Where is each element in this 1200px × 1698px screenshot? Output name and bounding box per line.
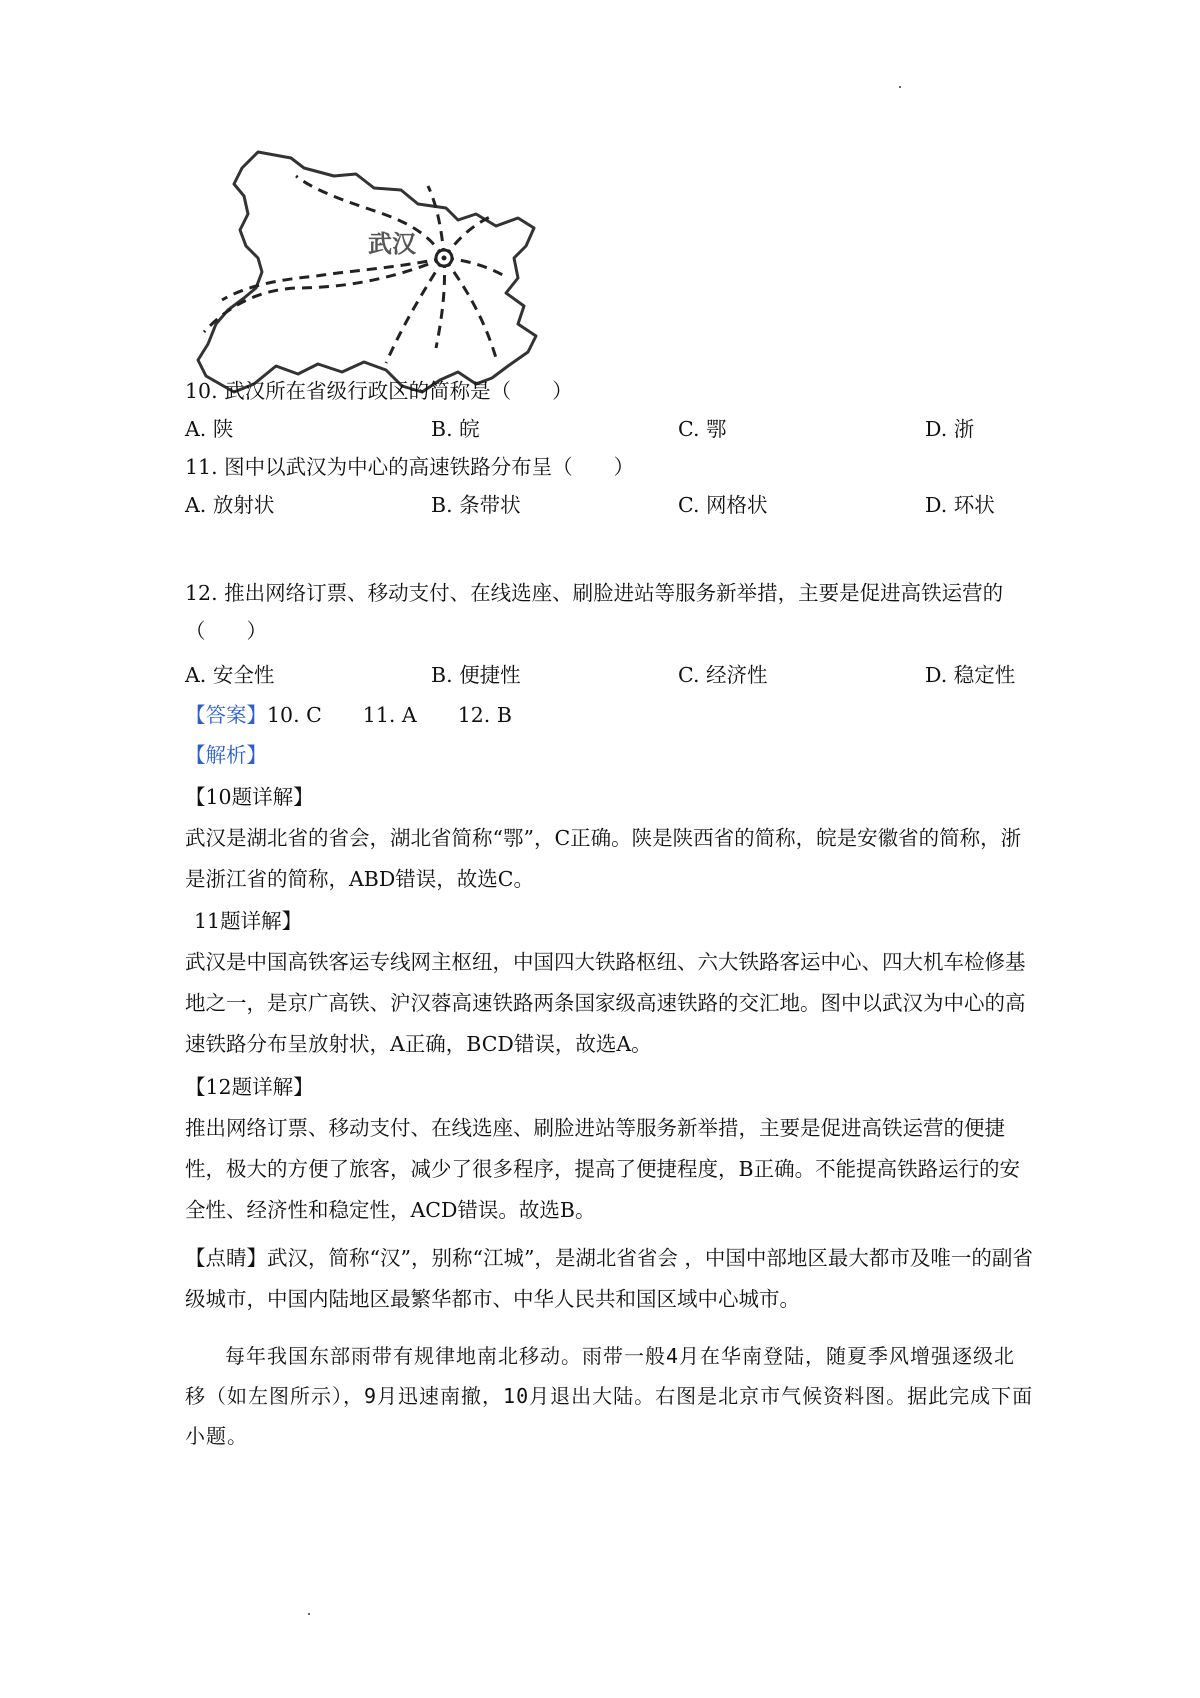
q10-option-a: A. 陕 xyxy=(185,417,234,441)
q11-option-c: C. 网格状 xyxy=(678,493,768,517)
answer-text: 10. C 11. A 12. B xyxy=(267,703,512,727)
detail-12-text: 推出网络订票、移动支付、在线选座、刷脸进站等服务新举措，主要是促进高铁运营的便捷性，极大的方便了旅客，减少了很多程序，提高了便捷程度，B正确。不能提高铁路运行的安全性、经济性和稳定性，ACD错误。故选B。 xyxy=(185,1116,1021,1222)
detail-11-text: 武汉是中国高铁客运专线网主枢纽，中国四大铁路枢纽、六大铁路客运中心、四大机车检修基地之一，是京广高铁、沪汉蓉高速铁路两条国家级高速铁路的交汇地。图中以武汉为中心的高速铁路分布呈放射状，A正确，BCD错误，故选A。 xyxy=(185,950,1026,1056)
railway-southeast xyxy=(444,258,496,358)
wuhan-label: 武汉 xyxy=(368,230,416,258)
answer-line xyxy=(185,700,512,730)
railway-northeast xyxy=(444,216,492,258)
scan-speck xyxy=(899,86,901,88)
railway-south xyxy=(436,258,445,348)
detail-11-heading: 11题详解】 xyxy=(194,909,303,933)
tip-label: 【点睛】 xyxy=(185,1246,267,1270)
q12-option-c: C. 经济性 xyxy=(678,663,768,687)
answer-label: 【答案】 xyxy=(185,703,267,727)
q11-option-a: A. 放射状 xyxy=(185,493,275,517)
tip-paragraph xyxy=(185,1238,1035,1320)
question-11: 11. 图中以武汉为中心的高速铁路分布呈（ ） xyxy=(185,455,635,479)
q12-option-b: B. 便捷性 xyxy=(431,663,521,687)
railway-east xyxy=(444,258,508,278)
analysis-label: 【解析】 xyxy=(185,743,267,767)
question-12: 12. 推出网络订票、移动支付、在线选座、刷脸进站等服务新举措，主要是促进高铁运营的 xyxy=(185,581,1004,605)
q10-option-c: C. 鄂 xyxy=(678,417,727,441)
question-12-cont: （ ） xyxy=(185,619,267,643)
q12-option-a: A. 安全性 xyxy=(185,663,275,687)
detail-10-heading: 【10题详解】 xyxy=(185,785,314,809)
q12-option-d: D. 稳定性 xyxy=(925,663,1016,687)
tip-text: 武汉，简称“汉”，别称“江城”，是湖北省省会 ，中国中部地区最大都市及唯一的副省级城市，中国内陆地区最繁华都市、中华人民共和国区域中心城市。 xyxy=(185,1246,1033,1311)
q11-option-d: D. 环状 xyxy=(925,493,995,517)
province-outline xyxy=(198,152,536,392)
q10-option-d: D. 浙 xyxy=(925,417,975,441)
q10-option-b: B. 皖 xyxy=(431,417,480,441)
railway-west xyxy=(222,258,444,300)
question-10: 10. 武汉所在省级行政区的简称是（ ） xyxy=(185,379,573,403)
detail-10-text: 武汉是湖北省的省会，湖北省简称“鄂”，C正确。陕是陕西省的简称，皖是安徽省的简称，浙是浙江省的简称，ABD错误，故选C。 xyxy=(185,826,1022,891)
next-question-intro: 每年我国东部雨带有规律地南北移动。雨带一般4月在华南登陆，随夏季风增强逐级北移（如左图所示），9月迅速南撤，10月退出大陆。右图是北京市气候资料图。据此完成下面小题。 xyxy=(185,1344,1034,1448)
detail-12-heading: 【12题详解】 xyxy=(185,1075,314,1099)
q11-option-b: B. 条带状 xyxy=(431,493,521,517)
railway-north xyxy=(428,186,444,258)
scan-speck xyxy=(308,1613,310,1615)
hubei-railway-map xyxy=(196,148,582,396)
